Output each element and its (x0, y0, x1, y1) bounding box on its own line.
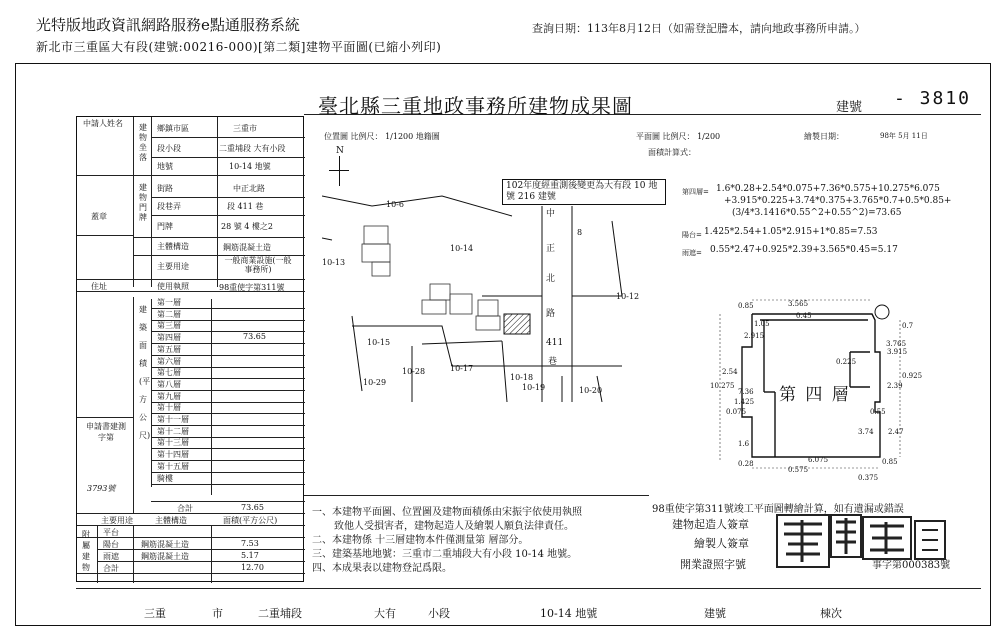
annex-area: 12.70 (241, 563, 264, 572)
dimension-label: 0.575 (788, 466, 809, 474)
dimension-label: 7.36 (738, 388, 754, 396)
query-date: 查詢日期：113年8月12日（如需登記謄本，請向地政事務所申請。） (532, 22, 866, 35)
total-label: 合計 (177, 504, 193, 513)
builder-signature-label: 建物起造人簽章 (672, 518, 749, 531)
location-map (322, 176, 648, 402)
document-title: 臺北縣三重地政事務所建物成果圖 (318, 94, 633, 118)
surveyor-seal-stamp (914, 520, 946, 560)
dimension-label: 3.74 (858, 428, 874, 436)
footer-city-suffix: 市 (212, 607, 223, 620)
subject-lot-highlight (504, 314, 530, 334)
floor-label: 第 四 層 (779, 385, 851, 405)
building-number: - 3810 (894, 88, 972, 109)
main-use-value: 一般商業設施(一般事務所) (224, 256, 292, 274)
map-lot-label: 10-6 (386, 200, 404, 209)
permit-value: 98重使字第311號 (219, 283, 285, 292)
dimension-label: 2.54 (722, 368, 738, 376)
annex-header-area: 面積(平方公尺) (223, 516, 278, 525)
calc-balcony-label: 陽台= (682, 231, 702, 239)
map-road-label: 路 (546, 309, 556, 319)
dimension-label: 0.85 (882, 458, 898, 466)
registration-table (76, 116, 304, 582)
floor-row-label: 第十一層 (157, 415, 189, 424)
main-use-label: 主要用途 (157, 262, 189, 271)
map-lot-label: 10-14 (450, 244, 474, 253)
dimension-label: 0.85 (738, 302, 754, 310)
footer-subsection: 大有 (374, 607, 396, 620)
calc-main-line3: (3/4*3.1416*0.55^2+0.55^2)=73.65 (732, 208, 902, 218)
dimension-label: 0.7 (902, 322, 914, 330)
date-label: 繪製日期： (804, 132, 844, 141)
road-label-door: 門牌 (157, 222, 173, 231)
annex-use: 合計 (103, 564, 119, 573)
license-number: 事字第000383號 (872, 560, 951, 571)
floor-row-divider (151, 472, 305, 473)
lot-value-district: 三重市 (233, 124, 257, 133)
main-structure-value: 鋼筋混凝土造 (223, 243, 271, 252)
annex-header-structure: 主體構造 (155, 516, 187, 525)
annex-area: 7.53 (241, 539, 259, 548)
road-value-door: 28 號 4 樓之2 (221, 222, 273, 231)
dimension-label: 0.075 (726, 408, 747, 416)
floor-row-label: 騎樓 (157, 473, 173, 483)
floor4-area-value: 73.65 (243, 332, 266, 342)
footer-subsection-suffix: 小段 (428, 607, 450, 620)
document-subtitle: 新北市三重區大有段(建號:00216-000)[第二類]建物平面圖(已縮小列印) (36, 40, 442, 54)
map-lot-label: 10-28 (402, 367, 426, 376)
seal-label: 蓋章 (91, 212, 107, 221)
lot-value-section: 二重埔段 大有小段 (219, 144, 286, 153)
company-seal-stamp (830, 514, 862, 558)
note-line: 一、本建物平面圖、位置圖及建物面積係由宋振宇依使用執照 (312, 507, 582, 518)
map-road-label: 中 (546, 209, 556, 219)
annex-use: 平台 (103, 528, 119, 537)
floor-row-label: 第四層 (157, 333, 181, 343)
dimension-label: 2.39 (887, 382, 903, 390)
road-value-street: 中正北路 (233, 184, 265, 193)
dimension-label: 3.765 (886, 340, 907, 348)
map-lot-label: 10-19 (522, 383, 546, 392)
annex-area: 5.17 (241, 551, 259, 560)
notes-divider (304, 495, 649, 496)
note-line: 三、建築基地地號：三重市二重埔段大有小段 10-14 地號。 (312, 549, 578, 560)
north-cross-icon (329, 170, 349, 171)
floor-row-divider (151, 484, 305, 485)
total-value: 73.65 (241, 503, 264, 512)
map-lot-label: 10-29 (363, 378, 387, 387)
map-road-label: 巷 (548, 357, 558, 367)
signature-statement: 98重使字第311號竣工平面圖轉繪計算，如有遺漏或錯誤 (652, 504, 904, 515)
floor-row-label: 第二層 (157, 309, 181, 319)
floor-row-label: 第八層 (157, 379, 181, 389)
builder-seal-stamp (776, 514, 830, 568)
note-line: 二、本建物係 十三層建物本件僅測量第 層部分。 (312, 535, 529, 546)
map-lot-label: 10-20 (579, 386, 603, 395)
lot-label-district: 鄉鎮市區 (157, 124, 189, 133)
annex-struct: 鋼筋混凝土造 (141, 552, 189, 561)
location-map-header: 位置圖 比例尺： 1/1200 地籍圖 (324, 132, 440, 141)
map-lot-label: 8 (577, 228, 583, 237)
annex-label: 附屬建物 (82, 530, 90, 572)
calc-main: 1.6*0.28+2.54*0.075+7.36*0.575+10.275*6.075 (716, 184, 940, 194)
dimension-label: 10.275 (710, 382, 735, 390)
floor-row-label: 第三層 (157, 321, 181, 331)
applicant-label: 中請人姓名 (83, 119, 123, 128)
area-section-label: 建築面積(平方公尺) (139, 305, 151, 440)
building-number-label: 建號 (836, 100, 863, 115)
note-line: 致他人受損害者，建物起造人及繪製人願負法律責任。 (334, 521, 574, 532)
title-divider (304, 114, 981, 115)
dimension-label: 0.225 (836, 358, 857, 366)
calc-canopy: 0.55*2.47+0.925*2.39+3.565*0.45=5.17 (710, 245, 898, 255)
map-lot-label: 10-13 (322, 258, 346, 267)
map-road-label: 411 (546, 338, 564, 348)
location-label: 建物坐落 (139, 123, 147, 162)
dimension-label: 0.55 (870, 408, 886, 416)
map-lot-label: 10-15 (367, 338, 391, 347)
calc-balcony: 1.425*2.54+1.05*2.915+1*0.85=7.53 (704, 227, 878, 237)
floor-row-label: 第七層 (157, 368, 181, 378)
doorplate-label: 建物門牌 (139, 183, 147, 222)
lot-value-number: 10-14 地號 (229, 162, 271, 171)
floor-row-label: 第十二層 (157, 426, 189, 436)
dimension-label: 0.28 (738, 460, 754, 468)
dimension-label: 0.375 (858, 474, 879, 482)
dimension-label: 2.915 (744, 332, 765, 340)
dimension-label: 2.47 (888, 428, 904, 436)
drawer-signature-label: 繪製人簽章 (694, 537, 749, 550)
dimension-label: 3.915 (887, 348, 908, 356)
footer-city: 三重 (144, 607, 166, 620)
permit-label: 使用執照 (157, 282, 189, 291)
lot-label-section: 段小段 (157, 144, 181, 153)
dimension-label: 1.05 (754, 320, 770, 328)
annex-use: 雨遮 (103, 552, 119, 561)
renumber-banner: 102年度經重測後變更為大有段 10 地號 216 建號 (502, 179, 666, 205)
map-lot-label: 10-17 (450, 364, 474, 373)
footer-section: 二重埔段 (258, 607, 302, 620)
main-structure-label: 主體構造 (157, 242, 189, 251)
calc-canopy-label: 雨遮= (682, 249, 702, 257)
address-label: 住址 (91, 282, 107, 291)
floor-row-label: 第十三層 (157, 438, 189, 448)
dimension-label: 1.6 (738, 440, 750, 448)
annex-struct: 鋼筋混凝土造 (141, 540, 189, 549)
north-label: N (336, 146, 344, 156)
floor-row-label: 第六層 (157, 356, 181, 366)
drawer-seal-stamp (862, 516, 912, 560)
dimension-label: 6.075 (808, 456, 829, 464)
system-title: 光特版地政資訊網路服務e點通服務系統 (36, 16, 300, 34)
footer-floor: 棟次 (820, 607, 842, 620)
map-lot-label: 10-18 (510, 373, 534, 382)
lot-label-number: 地號 (157, 162, 173, 171)
map-road-label: 正 (546, 244, 556, 254)
map-lot-label: 10-12 (616, 292, 640, 301)
footer-lot: 10-14 地號 (540, 607, 598, 620)
survey-label: 申請書建測字第 (86, 422, 126, 442)
annex-use: 陽台 (103, 540, 119, 549)
footer-building: 建號 (704, 607, 726, 620)
footer-divider (76, 588, 981, 589)
floor-row-label: 第十五層 (157, 461, 189, 471)
floor-row-label: 第九層 (157, 391, 181, 401)
road-label-street: 街路 (157, 184, 173, 193)
license-label: 開業證照字號 (680, 558, 746, 571)
note-line: 四、本成果表以建物登記爲限。 (312, 563, 452, 574)
annex-header-use: 主要用途 (101, 516, 133, 525)
floor-row-label: 第十層 (157, 403, 181, 413)
floor-plan-header: 平面圖 比例尺： 1/200 (636, 132, 721, 141)
floor-row-label: 第一層 (157, 298, 181, 307)
dimension-label: 3.565 (788, 300, 809, 308)
date-value: 98年 5月 11日 (880, 132, 928, 140)
floor-row-label: 第五層 (157, 344, 181, 354)
dimension-label: 1.425 (734, 398, 755, 406)
dimension-label: 0.925 (902, 372, 923, 380)
road-value-lane: 段 411 巷 (227, 202, 264, 211)
dimension-label: 0.45 (796, 312, 812, 320)
survey-number: 3793號 (87, 484, 116, 493)
road-label-lane: 段巷弄 (157, 202, 181, 211)
floor-row-label: 第十四層 (157, 450, 189, 460)
calc-label: 面積計算式： (648, 148, 696, 157)
calc-main-line2: +3.915*0.225+3.74*0.375+3.765*0.7+0.5*0.85+ (724, 196, 952, 206)
map-road-label: 北 (546, 274, 556, 284)
calc-main-label: 第四層= (682, 188, 709, 196)
